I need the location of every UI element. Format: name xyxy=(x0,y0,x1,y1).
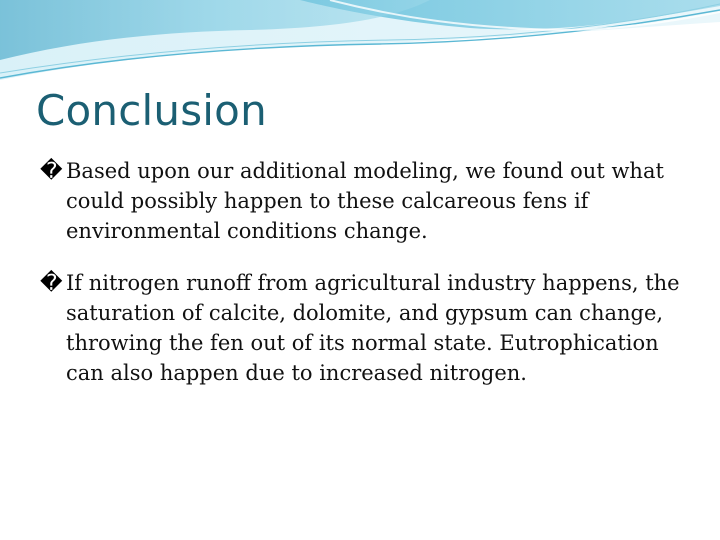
bullet-icon: � xyxy=(40,159,63,184)
bullet-list xyxy=(40,156,690,410)
bullet-icon: � xyxy=(40,271,63,296)
bullet-text: If nitrogen runoff from agricultural industry happens, the saturation of calcite, dolomite, and gypsum can change, throwing the fen out of its normal state. Eutrophication can also happen due to increased nitrogen. xyxy=(66,271,680,385)
bullet-item xyxy=(40,268,690,388)
bullet-item xyxy=(40,156,690,246)
bullet-text: Based upon our additional modeling, we found out what could possibly happen to these calcareous fens if environmental conditions change. xyxy=(66,159,664,243)
header-swoosh-decoration xyxy=(0,0,720,90)
slide-title: Conclusion xyxy=(36,86,267,135)
